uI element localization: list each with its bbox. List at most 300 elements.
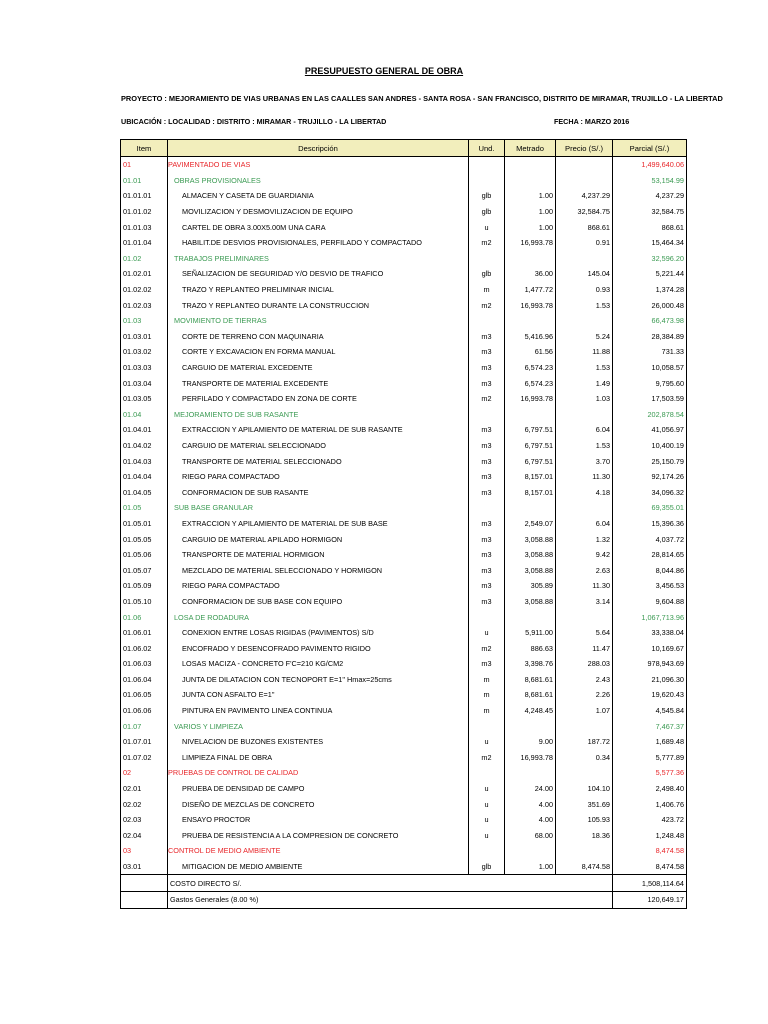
cell-description: EXTRACCION Y APILAMIENTO DE MATERIAL DE SUB BASE bbox=[168, 516, 469, 532]
cell-unit bbox=[469, 843, 505, 859]
cell-price: 6.04 bbox=[556, 516, 613, 532]
col-header-quantity: Metrado bbox=[505, 140, 556, 157]
cell-price bbox=[556, 500, 613, 516]
cell-partial: 28,384.89 bbox=[613, 329, 687, 345]
cell-quantity: 8,157.01 bbox=[505, 484, 556, 500]
col-header-unit: Und. bbox=[469, 140, 505, 157]
table-row bbox=[121, 391, 687, 407]
table-row bbox=[121, 578, 687, 594]
table-row bbox=[121, 422, 687, 438]
cell-quantity: 16,993.78 bbox=[505, 391, 556, 407]
table-row bbox=[121, 360, 687, 376]
table-row bbox=[121, 812, 687, 828]
cell-quantity: 1.00 bbox=[505, 204, 556, 220]
cell-partial: 32,596.20 bbox=[613, 251, 687, 267]
cell-partial: 28,814.65 bbox=[613, 547, 687, 563]
col-header-partial: Parcial (S/.) bbox=[613, 140, 687, 157]
cell-item: 02.04 bbox=[121, 828, 168, 844]
cell-description: JUNTA DE DILATACION CON TECNOPORT E=1" Hmax=25cms bbox=[168, 672, 469, 688]
cell-partial: 1,689.48 bbox=[613, 734, 687, 750]
cell-partial: 32,584.75 bbox=[613, 204, 687, 220]
cell-quantity: 3,058.88 bbox=[505, 562, 556, 578]
cell-price: 1.53 bbox=[556, 297, 613, 313]
cell-item: 01.01 bbox=[121, 173, 168, 189]
table-row bbox=[121, 188, 687, 204]
cell-item: 03 bbox=[121, 843, 168, 859]
subsection-row bbox=[121, 313, 687, 329]
subsection-row bbox=[121, 407, 687, 423]
date-line: FECHA : MARZO 2016 bbox=[554, 117, 630, 126]
cell-item: 01.04.04 bbox=[121, 469, 168, 485]
cell-item: 01.05.05 bbox=[121, 531, 168, 547]
cell-price bbox=[556, 718, 613, 734]
cell-description: VARIOS Y LIMPIEZA bbox=[168, 718, 469, 734]
cell-price: 11.30 bbox=[556, 578, 613, 594]
cell-quantity bbox=[505, 500, 556, 516]
cell-item: 02 bbox=[121, 765, 168, 781]
cell-unit: u bbox=[469, 812, 505, 828]
cell-description: CARGUIO DE MATERIAL EXCEDENTE bbox=[168, 360, 469, 376]
cell-quantity: 8,681.61 bbox=[505, 672, 556, 688]
subsection-row bbox=[121, 251, 687, 267]
cell-price: 11.88 bbox=[556, 344, 613, 360]
cell-item: 01.06.06 bbox=[121, 703, 168, 719]
cell-quantity: 3,058.88 bbox=[505, 531, 556, 547]
cell-item: 01.07.02 bbox=[121, 750, 168, 766]
cell-quantity: 1,477.72 bbox=[505, 282, 556, 298]
cell-partial: 1,248.48 bbox=[613, 828, 687, 844]
cell-price: 105.93 bbox=[556, 812, 613, 828]
cell-partial: 92,174.26 bbox=[613, 469, 687, 485]
cell-partial: 10,400.19 bbox=[613, 438, 687, 454]
cell-partial: 9,795.60 bbox=[613, 375, 687, 391]
cell-description: CORTE DE TERRENO CON MAQUINARIA bbox=[168, 329, 469, 345]
cell-item: 01.06.02 bbox=[121, 640, 168, 656]
cell-price: 1.32 bbox=[556, 531, 613, 547]
table-row bbox=[121, 547, 687, 563]
project-line: PROYECTO : MEJORAMIENTO DE VIAS URBANAS EN LAS CAALLES SAN ANDRES - SANTA ROSA - SAN FRANCISCO, DISTRITO DE MIRAMAR, TRUJILLO - LA LIBERTAD bbox=[121, 94, 723, 103]
cell-item: 01.06.01 bbox=[121, 625, 168, 641]
cell-quantity: 4.00 bbox=[505, 796, 556, 812]
subsection-row bbox=[121, 609, 687, 625]
cell-description: LOSA DE RODADURA bbox=[168, 609, 469, 625]
cell-unit: m3 bbox=[469, 438, 505, 454]
cell-description: TRABAJOS PRELIMINARES bbox=[168, 251, 469, 267]
cell-partial: 34,096.32 bbox=[613, 484, 687, 500]
cell-item: 01.05.01 bbox=[121, 516, 168, 532]
table-row bbox=[121, 266, 687, 282]
cell-unit: m3 bbox=[469, 469, 505, 485]
cell-quantity: 8,157.01 bbox=[505, 469, 556, 485]
cell-quantity bbox=[505, 843, 556, 859]
cell-unit: u bbox=[469, 781, 505, 797]
cell-unit: m2 bbox=[469, 391, 505, 407]
cell-empty bbox=[121, 875, 168, 892]
cell-price: 1.07 bbox=[556, 703, 613, 719]
subsection-row bbox=[121, 500, 687, 516]
cell-description: HABILIT.DE DESVIOS PROVISIONALES, PERFILADO Y COMPACTADO bbox=[168, 235, 469, 251]
cell-item: 01.02.01 bbox=[121, 266, 168, 282]
cell-price: 3.70 bbox=[556, 453, 613, 469]
cell-unit: m3 bbox=[469, 360, 505, 376]
cell-price: 288.03 bbox=[556, 656, 613, 672]
table-row bbox=[121, 656, 687, 672]
cell-partial: 7,467.37 bbox=[613, 718, 687, 734]
cell-description: MITIGACION DE MEDIO AMBIENTE bbox=[168, 859, 469, 875]
cell-partial: 8,474.58 bbox=[613, 843, 687, 859]
table-row bbox=[121, 781, 687, 797]
cell-item: 01.04.05 bbox=[121, 484, 168, 500]
cell-partial: 17,503.59 bbox=[613, 391, 687, 407]
table-row bbox=[121, 625, 687, 641]
cell-item: 01.06.03 bbox=[121, 656, 168, 672]
cell-description: DISEÑO DE MEZCLAS DE CONCRETO bbox=[168, 796, 469, 812]
cell-unit: u bbox=[469, 828, 505, 844]
cell-unit bbox=[469, 251, 505, 267]
cell-quantity: 3,058.88 bbox=[505, 547, 556, 563]
table-row bbox=[121, 219, 687, 235]
cell-item: 01.05.06 bbox=[121, 547, 168, 563]
cell-unit: m3 bbox=[469, 422, 505, 438]
cell-quantity: 886.63 bbox=[505, 640, 556, 656]
cell-item: 01.01.04 bbox=[121, 235, 168, 251]
cell-item: 01.03.05 bbox=[121, 391, 168, 407]
cell-quantity: 9.00 bbox=[505, 734, 556, 750]
cell-item: 01.02 bbox=[121, 251, 168, 267]
cell-partial: 868.61 bbox=[613, 219, 687, 235]
cell-price: 4,237.29 bbox=[556, 188, 613, 204]
cell-partial: 15,396.36 bbox=[613, 516, 687, 532]
cell-quantity: 68.00 bbox=[505, 828, 556, 844]
cell-unit: m3 bbox=[469, 594, 505, 610]
cell-partial: 41,056.97 bbox=[613, 422, 687, 438]
section-row bbox=[121, 157, 687, 173]
cell-quantity: 4,248.45 bbox=[505, 703, 556, 719]
cell-unit: m2 bbox=[469, 235, 505, 251]
cell-price: 11.30 bbox=[556, 469, 613, 485]
cell-partial: 21,096.30 bbox=[613, 672, 687, 688]
cell-description: EXTRACCION Y APILAMIENTO DE MATERIAL DE SUB RASANTE bbox=[168, 422, 469, 438]
table-row bbox=[121, 859, 687, 875]
total-label: Gastos Generales (8.00 %) bbox=[168, 891, 613, 908]
cell-description: ENSAYO PROCTOR bbox=[168, 812, 469, 828]
cell-description: LOSAS MACIZA - CONCRETO F'C=210 KG/CM2 bbox=[168, 656, 469, 672]
cell-item: 01.02.02 bbox=[121, 282, 168, 298]
cell-item: 01.01.03 bbox=[121, 219, 168, 235]
cell-item: 01.04.01 bbox=[121, 422, 168, 438]
table-row bbox=[121, 516, 687, 532]
cell-description: MEJORAMIENTO DE SUB RASANTE bbox=[168, 407, 469, 423]
col-header-item: Item bbox=[121, 140, 168, 157]
cell-unit: m3 bbox=[469, 344, 505, 360]
cell-price: 2.26 bbox=[556, 687, 613, 703]
cell-price: 2.63 bbox=[556, 562, 613, 578]
cell-quantity: 1.00 bbox=[505, 219, 556, 235]
cell-description: CONEXION ENTRE LOSAS RIGIDAS (PAVIMENTOS) S/D bbox=[168, 625, 469, 641]
cell-quantity: 16,993.78 bbox=[505, 750, 556, 766]
cell-quantity: 6,797.51 bbox=[505, 438, 556, 454]
location-line: UBICACIÓN : LOCALIDAD : DISTRITO : MIRAMAR - TRUJILLO - LA LIBERTAD bbox=[121, 117, 387, 126]
cell-item: 01.04.02 bbox=[121, 438, 168, 454]
cell-item: 01.05.09 bbox=[121, 578, 168, 594]
table-row bbox=[121, 297, 687, 313]
cell-price: 0.93 bbox=[556, 282, 613, 298]
cell-quantity: 16,993.78 bbox=[505, 297, 556, 313]
cell-item: 01.05.10 bbox=[121, 594, 168, 610]
cell-unit: m bbox=[469, 687, 505, 703]
cell-quantity: 6,797.51 bbox=[505, 422, 556, 438]
cell-partial: 731.33 bbox=[613, 344, 687, 360]
cell-price: 1.53 bbox=[556, 438, 613, 454]
col-header-price: Precio (S/.) bbox=[556, 140, 613, 157]
table-row bbox=[121, 687, 687, 703]
direct-cost-row bbox=[121, 875, 687, 892]
cell-unit: m bbox=[469, 703, 505, 719]
cell-price bbox=[556, 765, 613, 781]
cell-item: 03.01 bbox=[121, 859, 168, 875]
cell-unit: m3 bbox=[469, 375, 505, 391]
cell-unit: m2 bbox=[469, 297, 505, 313]
section-row bbox=[121, 843, 687, 859]
cell-description: TRANSPORTE DE MATERIAL EXCEDENTE bbox=[168, 375, 469, 391]
cell-unit bbox=[469, 407, 505, 423]
cell-partial: 5,777.89 bbox=[613, 750, 687, 766]
cell-price: 104.10 bbox=[556, 781, 613, 797]
table-row bbox=[121, 344, 687, 360]
cell-partial: 1,374.28 bbox=[613, 282, 687, 298]
cell-price: 187.72 bbox=[556, 734, 613, 750]
cell-unit: u bbox=[469, 219, 505, 235]
cell-unit: m3 bbox=[469, 484, 505, 500]
cell-item: 01.02.03 bbox=[121, 297, 168, 313]
cell-description: TRAZO Y REPLANTEO PRELIMINAR INICIAL bbox=[168, 282, 469, 298]
cell-partial: 423.72 bbox=[613, 812, 687, 828]
cell-unit: glb bbox=[469, 266, 505, 282]
cell-quantity bbox=[505, 765, 556, 781]
table-row bbox=[121, 469, 687, 485]
cell-partial: 202,878.54 bbox=[613, 407, 687, 423]
cell-unit: glb bbox=[469, 204, 505, 220]
cell-price bbox=[556, 609, 613, 625]
cell-price: 351.69 bbox=[556, 796, 613, 812]
table-row bbox=[121, 640, 687, 656]
general-expenses-row bbox=[121, 891, 687, 908]
cell-description: NIVELACION DE BUZONES EXISTENTES bbox=[168, 734, 469, 750]
cell-price bbox=[556, 157, 613, 173]
cell-description: PERFILADO Y COMPACTADO EN ZONA DE CORTE bbox=[168, 391, 469, 407]
cell-item: 01.03 bbox=[121, 313, 168, 329]
table-row bbox=[121, 796, 687, 812]
cell-partial: 26,000.48 bbox=[613, 297, 687, 313]
cell-unit: m3 bbox=[469, 656, 505, 672]
cell-quantity bbox=[505, 609, 556, 625]
budget-body bbox=[121, 157, 687, 909]
cell-description: SEÑALIZACION DE SEGURIDAD Y/O DESVIO DE TRAFICO bbox=[168, 266, 469, 282]
cell-description: PRUEBA DE RESISTENCIA A LA COMPRESION DE CONCRETO bbox=[168, 828, 469, 844]
cell-price: 18.36 bbox=[556, 828, 613, 844]
cell-item: 01.03.01 bbox=[121, 329, 168, 345]
cell-item: 01.06.05 bbox=[121, 687, 168, 703]
table-row bbox=[121, 453, 687, 469]
total-label: COSTO DIRECTO S/. bbox=[168, 875, 613, 892]
cell-unit bbox=[469, 500, 505, 516]
cell-unit: glb bbox=[469, 859, 505, 875]
cell-unit: m2 bbox=[469, 640, 505, 656]
cell-price: 6.04 bbox=[556, 422, 613, 438]
cell-unit: m3 bbox=[469, 453, 505, 469]
cell-quantity: 305.89 bbox=[505, 578, 556, 594]
table-row bbox=[121, 672, 687, 688]
table-row bbox=[121, 204, 687, 220]
cell-price: 5.24 bbox=[556, 329, 613, 345]
cell-quantity: 36.00 bbox=[505, 266, 556, 282]
cell-partial: 10,169.67 bbox=[613, 640, 687, 656]
cell-quantity bbox=[505, 251, 556, 267]
cell-unit bbox=[469, 718, 505, 734]
cell-quantity: 6,574.23 bbox=[505, 360, 556, 376]
table-row bbox=[121, 750, 687, 766]
cell-unit: m bbox=[469, 282, 505, 298]
cell-unit bbox=[469, 609, 505, 625]
cell-unit bbox=[469, 313, 505, 329]
cell-item: 02.02 bbox=[121, 796, 168, 812]
cell-partial: 19,620.43 bbox=[613, 687, 687, 703]
cell-price: 9.42 bbox=[556, 547, 613, 563]
cell-item: 01.07.01 bbox=[121, 734, 168, 750]
cell-partial: 69,355.01 bbox=[613, 500, 687, 516]
cell-quantity: 5,911.00 bbox=[505, 625, 556, 641]
cell-unit bbox=[469, 765, 505, 781]
cell-price: 4.18 bbox=[556, 484, 613, 500]
cell-unit: m3 bbox=[469, 516, 505, 532]
cell-partial: 4,545.84 bbox=[613, 703, 687, 719]
cell-description: ENCOFRADO Y DESENCOFRADO PAVIMENTO RIGIDO bbox=[168, 640, 469, 656]
col-header-description: Descripción bbox=[168, 140, 469, 157]
table-row bbox=[121, 438, 687, 454]
cell-price: 868.61 bbox=[556, 219, 613, 235]
cell-description: CARGUIO DE MATERIAL SELECCIONADO bbox=[168, 438, 469, 454]
budget-table bbox=[120, 139, 687, 909]
cell-item: 01.06 bbox=[121, 609, 168, 625]
cell-description: OBRAS PROVISIONALES bbox=[168, 173, 469, 189]
cell-partial: 53,154.99 bbox=[613, 173, 687, 189]
cell-quantity: 4.00 bbox=[505, 812, 556, 828]
subsection-row bbox=[121, 718, 687, 734]
cell-quantity: 3,058.88 bbox=[505, 594, 556, 610]
cell-quantity bbox=[505, 173, 556, 189]
cell-unit bbox=[469, 173, 505, 189]
cell-unit: m3 bbox=[469, 547, 505, 563]
table-row bbox=[121, 484, 687, 500]
cell-price: 0.34 bbox=[556, 750, 613, 766]
subsection-row bbox=[121, 173, 687, 189]
cell-price: 1.03 bbox=[556, 391, 613, 407]
cell-unit: m3 bbox=[469, 562, 505, 578]
cell-description: PINTURA EN PAVIMENTO LINEA CONTINUA bbox=[168, 703, 469, 719]
cell-item: 01.01.01 bbox=[121, 188, 168, 204]
cell-unit: m3 bbox=[469, 329, 505, 345]
cell-price: 11.47 bbox=[556, 640, 613, 656]
cell-item: 01.01.02 bbox=[121, 204, 168, 220]
cell-item: 01.03.04 bbox=[121, 375, 168, 391]
cell-item: 02.01 bbox=[121, 781, 168, 797]
table-row bbox=[121, 235, 687, 251]
cell-partial: 1,499,640.06 bbox=[613, 157, 687, 173]
table-row bbox=[121, 282, 687, 298]
cell-item: 01.05 bbox=[121, 500, 168, 516]
total-value: 1,508,114.64 bbox=[613, 875, 687, 892]
cell-price bbox=[556, 173, 613, 189]
cell-description: MOVIMIENTO DE TIERRAS bbox=[168, 313, 469, 329]
cell-quantity: 24.00 bbox=[505, 781, 556, 797]
cell-price bbox=[556, 251, 613, 267]
cell-price: 145.04 bbox=[556, 266, 613, 282]
cell-description: MEZCLADO DE MATERIAL SELECCIONADO Y HORMIGON bbox=[168, 562, 469, 578]
cell-description: MOVILIZACION Y DESMOVILIZACION DE EQUIPO bbox=[168, 204, 469, 220]
cell-quantity bbox=[505, 407, 556, 423]
cell-item: 01.05.07 bbox=[121, 562, 168, 578]
cell-partial: 10,058.57 bbox=[613, 360, 687, 376]
cell-price: 1.53 bbox=[556, 360, 613, 376]
cell-quantity: 6,797.51 bbox=[505, 453, 556, 469]
cell-quantity: 1.00 bbox=[505, 859, 556, 875]
cell-unit: m3 bbox=[469, 531, 505, 547]
cell-unit: m bbox=[469, 672, 505, 688]
cell-unit: glb bbox=[469, 188, 505, 204]
cell-description: PRUEBAS DE CONTROL DE CALIDAD bbox=[168, 765, 469, 781]
cell-quantity: 16,993.78 bbox=[505, 235, 556, 251]
cell-unit bbox=[469, 157, 505, 173]
table-row bbox=[121, 531, 687, 547]
cell-price bbox=[556, 313, 613, 329]
cell-price: 2.43 bbox=[556, 672, 613, 688]
cell-item: 01.03.02 bbox=[121, 344, 168, 360]
cell-partial: 2,498.40 bbox=[613, 781, 687, 797]
cell-description: CORTE Y EXCAVACION EN FORMA MANUAL bbox=[168, 344, 469, 360]
table-row bbox=[121, 734, 687, 750]
cell-partial: 4,237.29 bbox=[613, 188, 687, 204]
cell-partial: 1,067,713.96 bbox=[613, 609, 687, 625]
total-value: 120,649.17 bbox=[613, 891, 687, 908]
cell-price: 3.14 bbox=[556, 594, 613, 610]
cell-empty bbox=[121, 891, 168, 908]
cell-quantity bbox=[505, 157, 556, 173]
cell-description: CONFORMACION DE SUB RASANTE bbox=[168, 484, 469, 500]
cell-price: 32,584.75 bbox=[556, 204, 613, 220]
cell-quantity: 1.00 bbox=[505, 188, 556, 204]
cell-description: PAVIMENTADO DE VIAS bbox=[168, 157, 469, 173]
cell-unit: u bbox=[469, 625, 505, 641]
cell-quantity bbox=[505, 313, 556, 329]
cell-partial: 15,464.34 bbox=[613, 235, 687, 251]
cell-quantity: 6,574.23 bbox=[505, 375, 556, 391]
cell-quantity: 2,549.07 bbox=[505, 516, 556, 532]
cell-description: TRANSPORTE DE MATERIAL HORMIGON bbox=[168, 547, 469, 563]
section-row bbox=[121, 765, 687, 781]
cell-description: RIEGO PARA COMPACTADO bbox=[168, 578, 469, 594]
cell-item: 01.04.03 bbox=[121, 453, 168, 469]
cell-price: 1.49 bbox=[556, 375, 613, 391]
cell-item: 01.04 bbox=[121, 407, 168, 423]
cell-quantity: 5,416.96 bbox=[505, 329, 556, 345]
cell-description: CARGUIO DE MATERIAL APILADO HORMIGON bbox=[168, 531, 469, 547]
cell-description: CONTROL DE MEDIO AMBIENTE bbox=[168, 843, 469, 859]
cell-description: PRUEBA DE DENSIDAD DE CAMPO bbox=[168, 781, 469, 797]
cell-description: ALMACEN Y CASETA DE GUARDIANIA bbox=[168, 188, 469, 204]
cell-price bbox=[556, 843, 613, 859]
cell-description: TRAZO Y REPLANTEO DURANTE LA CONSTRUCCION bbox=[168, 297, 469, 313]
cell-item: 01.07 bbox=[121, 718, 168, 734]
